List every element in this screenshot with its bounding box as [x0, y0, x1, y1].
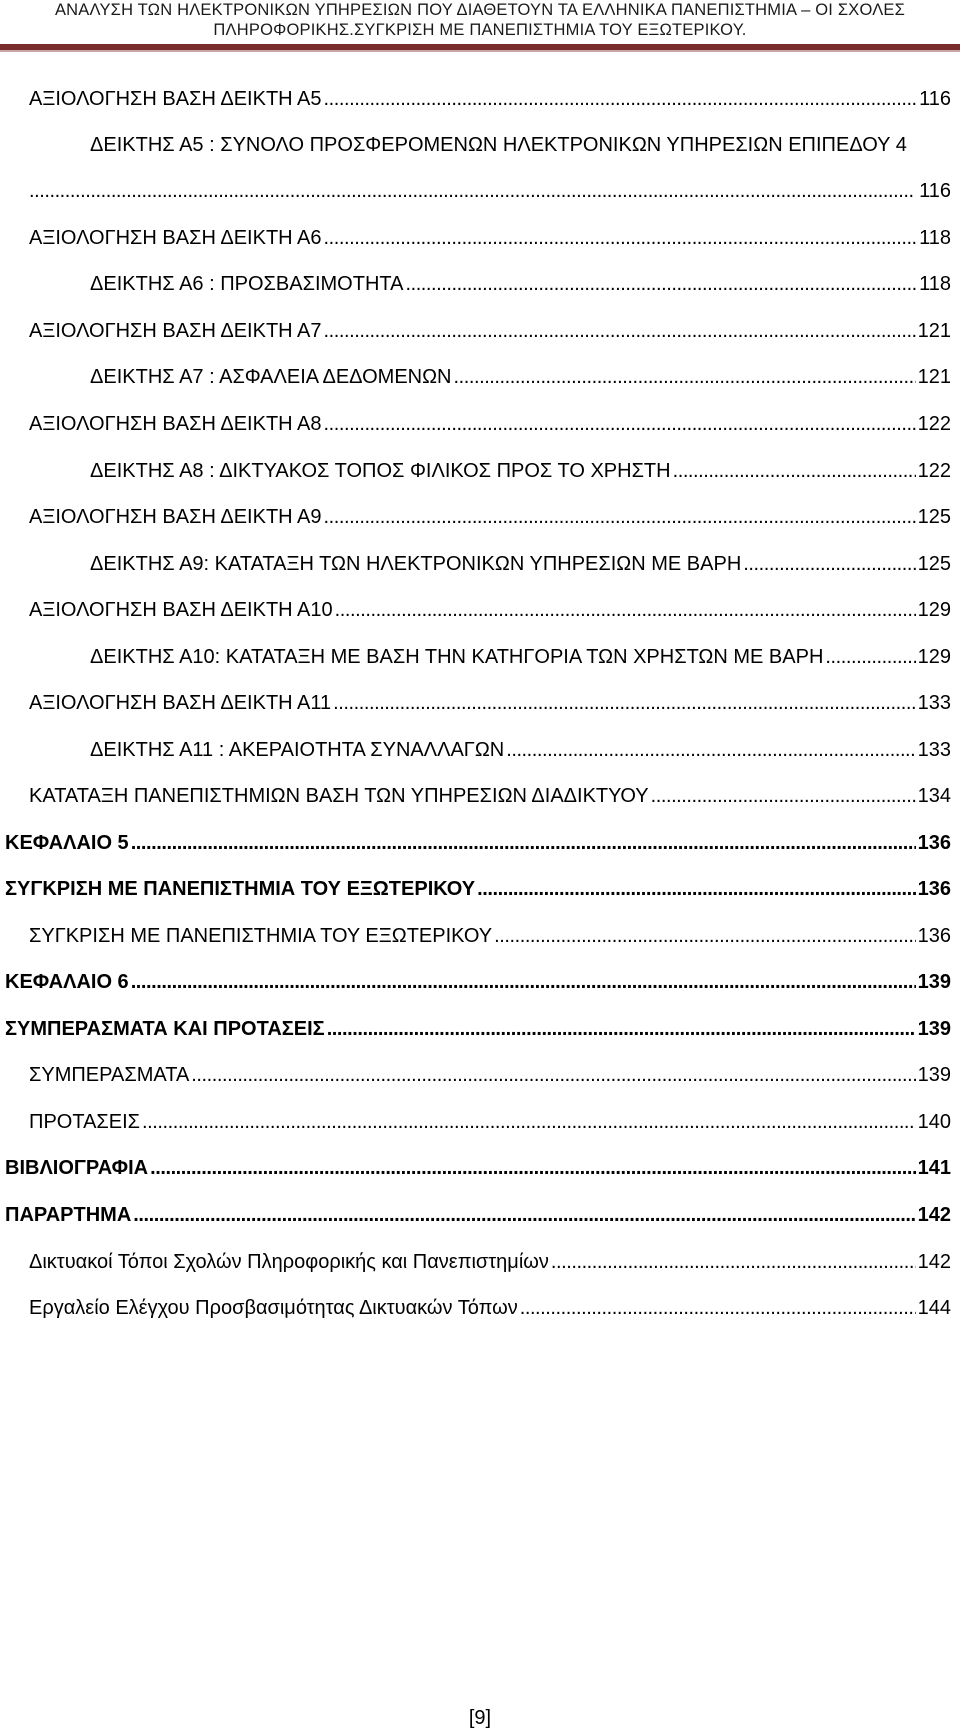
- toc-entry-page: 142: [917, 1251, 951, 1273]
- dot-leader: [477, 874, 915, 904]
- toc-entry[interactable]: [29, 595, 951, 625]
- toc-entry-page: 122: [917, 460, 951, 482]
- toc-entry-page: 139: [917, 971, 951, 993]
- toc-entry-title: ΑΞΙΟΛΟΓΗΣΗ ΒΑΣΗ ΔΕΙΚΤΗ Α7: [29, 320, 322, 342]
- toc-entry-title: ΣΥΜΠΕΡΑΣΜΑΤΑ ΚΑΙ ΠΡΟΤΑΣΕΙΣ: [5, 1018, 325, 1040]
- toc-entry-page: 125: [917, 506, 951, 528]
- dot-leader: [506, 735, 915, 765]
- toc-entry[interactable]: [29, 688, 951, 718]
- toc-entry-title: ΑΞΙΟΛΟΓΗΣΗ ΒΑΣΗ ΔΕΙΚΤΗ Α11: [29, 692, 332, 714]
- toc-chapter[interactable]: [5, 874, 951, 904]
- toc-entry-page: 136: [917, 925, 951, 947]
- toc-entry-page: 116: [919, 180, 951, 202]
- toc-entry-title: ΑΞΙΟΛΟΓΗΣΗ ΒΑΣΗ ΔΕΙΚΤΗ Α8: [29, 413, 322, 435]
- toc-entry-page: 118: [919, 273, 951, 295]
- toc-entry-title: ΣΥΓΚΡΙΣΗ ΜΕ ΠΑΝΕΠΙΣΤΗΜΙΑ ΤΟΥ ΕΞΩΤΕΡΙΚΟΥ: [5, 878, 476, 900]
- toc-entry-page: 136: [917, 832, 951, 854]
- dot-leader: [551, 1247, 916, 1277]
- toc-entry[interactable]: [29, 502, 951, 532]
- toc-entry-title: ΑΞΙΟΛΟΓΗΣΗ ΒΑΣΗ ΔΕΙΚΤΗ Α9: [29, 506, 322, 528]
- dot-leader: [142, 1107, 916, 1137]
- dot-leader: . . . . . . . . . . . . . . . . . . . . . . . . . . . . . . . . . . . . . . . . . . . . . . . . . . . . . . . . . . . . . . . . . . . . . . . . . . . . . . . . . . . . . . . . . . . . . . . . . . . . . . . . . . . . . . . . . . . . . . . . . . . . . . . . . . . . . . . . . . . . . . . . . . . . . . . . . . . . . . . . . . . . . . . . . . . . .: [29, 180, 912, 202]
- toc-entry-page: 142: [917, 1204, 951, 1226]
- toc-entry-page: 134: [917, 785, 951, 807]
- toc-entry-title: ΑΞΙΟΛΟΓΗΣΗ ΒΑΣΗ ΔΕΙΚΤΗ Α5: [29, 88, 322, 110]
- toc-entry-page: 121: [917, 366, 951, 388]
- header-rule-shadow: [0, 50, 960, 52]
- dot-leader: [131, 828, 916, 858]
- dot-leader: [324, 84, 918, 114]
- toc-entry[interactable]: [90, 642, 951, 672]
- dot-leader: [494, 921, 915, 951]
- toc-entry-title: ΣΥΓΚΡΙΣΗ ΜΕ ΠΑΝΕΠΙΣΤΗΜΙΑ ΤΟΥ ΕΞΩΤΕΡΙΚΟΥ: [29, 925, 493, 947]
- toc-entry[interactable]: [90, 130, 951, 160]
- toc-entry-page: 139: [917, 1064, 951, 1086]
- toc-chapter[interactable]: [5, 1014, 951, 1044]
- dot-leader: [743, 549, 915, 579]
- dot-leader: [324, 223, 918, 253]
- toc-entry-page: 118: [919, 227, 951, 249]
- toc-entry-title: ΔΕΙΚΤΗΣ Α9: ΚΑΤΑΤΑΞΗ ΤΩΝ ΗΛΕΚΤΡΟΝΙΚΩΝ ΥΠΗΡΕΣΙΩΝ ΜΕ ΒΑΡΗ: [90, 553, 742, 575]
- toc-entry-title: ΚΕΦΑΛΑΙΟ 5: [5, 832, 129, 854]
- toc-entry-title: ΔΕΙΚΤΗΣ Α7 : ΑΣΦΑΛΕΙΑ ΔΕΔΟΜΕΝΩΝ: [90, 366, 452, 388]
- dot-leader: [825, 642, 915, 672]
- dot-leader: [673, 456, 916, 486]
- page-number: [9]: [468, 1707, 492, 1729]
- toc-entry-title: ΚΑΤΑΤΑΞΗ ΠΑΝΕΠΙΣΤΗΜΙΩΝ ΒΑΣΗ ΤΩΝ ΥΠΗΡΕΣΙΩΝ ΔΙΑΔΙΚΤΥΟΥ: [29, 785, 649, 807]
- dot-leader: [324, 409, 916, 439]
- toc-entry-title: ΑΞΙΟΛΟΓΗΣΗ ΒΑΣΗ ΔΕΙΚΤΗ Α6: [29, 227, 322, 249]
- toc-entry-page: 136: [917, 878, 951, 900]
- dot-leader: [327, 1014, 916, 1044]
- running-header: [0, 0, 960, 54]
- toc-entry-page: 144: [917, 1297, 951, 1319]
- toc-entry-page: 116: [919, 88, 951, 110]
- toc-entry-title: ΔΕΙΚΤΗΣ Α10: ΚΑΤΑΤΑΞΗ ΜΕ ΒΑΣΗ ΤΗΝ ΚΑΤΗΓΟΡΙΑ ΤΩΝ ΧΡΗΣΤΩΝ ΜΕ ΒΑΡΗ: [90, 646, 824, 668]
- toc-entry[interactable]: [90, 735, 951, 765]
- toc-entry-page: 133: [917, 692, 951, 714]
- toc-entry-page: 121: [917, 320, 951, 342]
- toc-entry[interactable]: [90, 549, 951, 579]
- toc-entry[interactable]: [29, 921, 951, 951]
- toc-entry-title: Εργαλείο Ελέγχου Προσβασιμότητας Δικτυακών Τόπων: [29, 1297, 518, 1319]
- toc-entry-title: ΣΥΜΠΕΡΑΣΜΑΤΑ: [29, 1064, 190, 1086]
- dot-leader: [324, 316, 916, 346]
- toc-entry-title: Δικτυακοί Τόποι Σχολών Πληροφορικής και Πανεπιστημίων: [29, 1251, 549, 1273]
- dot-leader: [405, 269, 917, 299]
- toc-entry[interactable]: [29, 223, 951, 253]
- toc-entry-page: 133: [917, 739, 951, 761]
- dot-leader: [651, 781, 916, 811]
- toc-entry-title: ΚΕΦΑΛΑΙΟ 6: [5, 971, 129, 993]
- toc-entry-title: ΔΕΙΚΤΗΣ Α8 : ΔΙΚΤΥΑΚΟΣ ΤΟΠΟΣ ΦΙΛΙΚΟΣ ΠΡΟΣ ΤΟ ΧΡΗΣΤΗ: [90, 460, 671, 482]
- toc-entry-page: 125: [917, 553, 951, 575]
- toc-entry[interactable]: [29, 316, 951, 346]
- dot-leader: [335, 595, 916, 625]
- toc-entry[interactable]: [29, 1293, 951, 1323]
- dot-leader: [133, 1200, 915, 1230]
- toc-entry[interactable]: [29, 1247, 951, 1277]
- toc-entry-page: 139: [917, 1018, 951, 1040]
- toc-entry-page: 122: [917, 413, 951, 435]
- toc-entry-title: ΠΡΟΤΑΣΕΙΣ: [29, 1111, 141, 1133]
- dot-leader: [191, 1060, 915, 1090]
- toc-entry[interactable]: [29, 781, 951, 811]
- toc-entry[interactable]: [90, 456, 951, 486]
- dot-leader: [333, 688, 915, 718]
- header-line-1: ΑΝΑΛΥΣΗ ΤΩΝ ΗΛΕΚΤΡΟΝΙΚΩΝ ΥΠΗΡΕΣΙΩΝ ΠΟΥ ΔΙΑΘΕΤΟΥΝ ΤΑ ΕΛΛΗΝΙΚΑ ΠΑΝΕΠΙΣΤΗΜΙΑ – ΟΙ ΣΧΟΛΕΣ: [54, 1, 906, 19]
- toc-entry-title: ΔΕΙΚΤΗΣ Α11 : ΑΚΕΡΑΙΟΤΗΤΑ ΣΥΝΑΛΛΑΓΩΝ: [90, 739, 505, 761]
- toc-entry[interactable]: [29, 84, 951, 114]
- toc-entry-title: ΔΕΙΚΤΗΣ Α6 : ΠΡΟΣΒΑΣΙΜΟΤΗΤΑ: [90, 273, 404, 295]
- toc-entry-page: 129: [917, 646, 951, 668]
- toc-chapter[interactable]: [5, 828, 951, 858]
- toc-chapter[interactable]: [5, 967, 951, 997]
- toc-entry-title: ΠΑΡΑΡΤΗΜΑ: [5, 1204, 132, 1226]
- toc-entry[interactable]: [90, 362, 951, 392]
- dot-leader: [131, 967, 916, 997]
- toc-entry[interactable]: [90, 269, 951, 299]
- header-line-2: ΠΛΗΡΟΦΟΡΙΚΗΣ.ΣΥΓΚΡΙΣΗ ΜΕ ΠΑΝΕΠΙΣΤΗΜΙΑ ΤΟΥ ΕΞΩΤΕΡΙΚΟΥ.: [213, 21, 747, 39]
- toc-entry[interactable]: [29, 409, 951, 439]
- toc-entry-title: ΔΕΙΚΤΗΣ Α5 : ΣΥΝΟΛΟ ΠΡΟΣΦΕΡΟΜΕΝΩΝ ΗΛΕΚΤΡΟΝΙΚΩΝ ΥΠΗΡΕΣΙΩΝ ΕΠΙΠΕΔΟΥ 4: [90, 134, 907, 156]
- toc-entry[interactable]: [29, 1060, 951, 1090]
- toc-entry-page: 129: [917, 599, 951, 621]
- toc-entry-continuation: [29, 176, 951, 206]
- toc-entry[interactable]: [29, 1107, 951, 1137]
- dot-leader: [324, 502, 916, 532]
- toc-entry-page: 141: [917, 1157, 951, 1179]
- dot-leader: [520, 1293, 916, 1323]
- toc-chapter[interactable]: [5, 1200, 951, 1230]
- toc-entry-title: ΒΙΒΛΙΟΓΡΑΦΙΑ: [5, 1157, 149, 1179]
- dot-leader: [150, 1153, 916, 1183]
- toc-chapter[interactable]: [5, 1153, 951, 1183]
- dot-leader: [454, 362, 916, 392]
- toc-entry-title: ΑΞΙΟΛΟΓΗΣΗ ΒΑΣΗ ΔΕΙΚΤΗ Α10: [29, 599, 333, 621]
- toc-entry-page: 140: [917, 1111, 951, 1133]
